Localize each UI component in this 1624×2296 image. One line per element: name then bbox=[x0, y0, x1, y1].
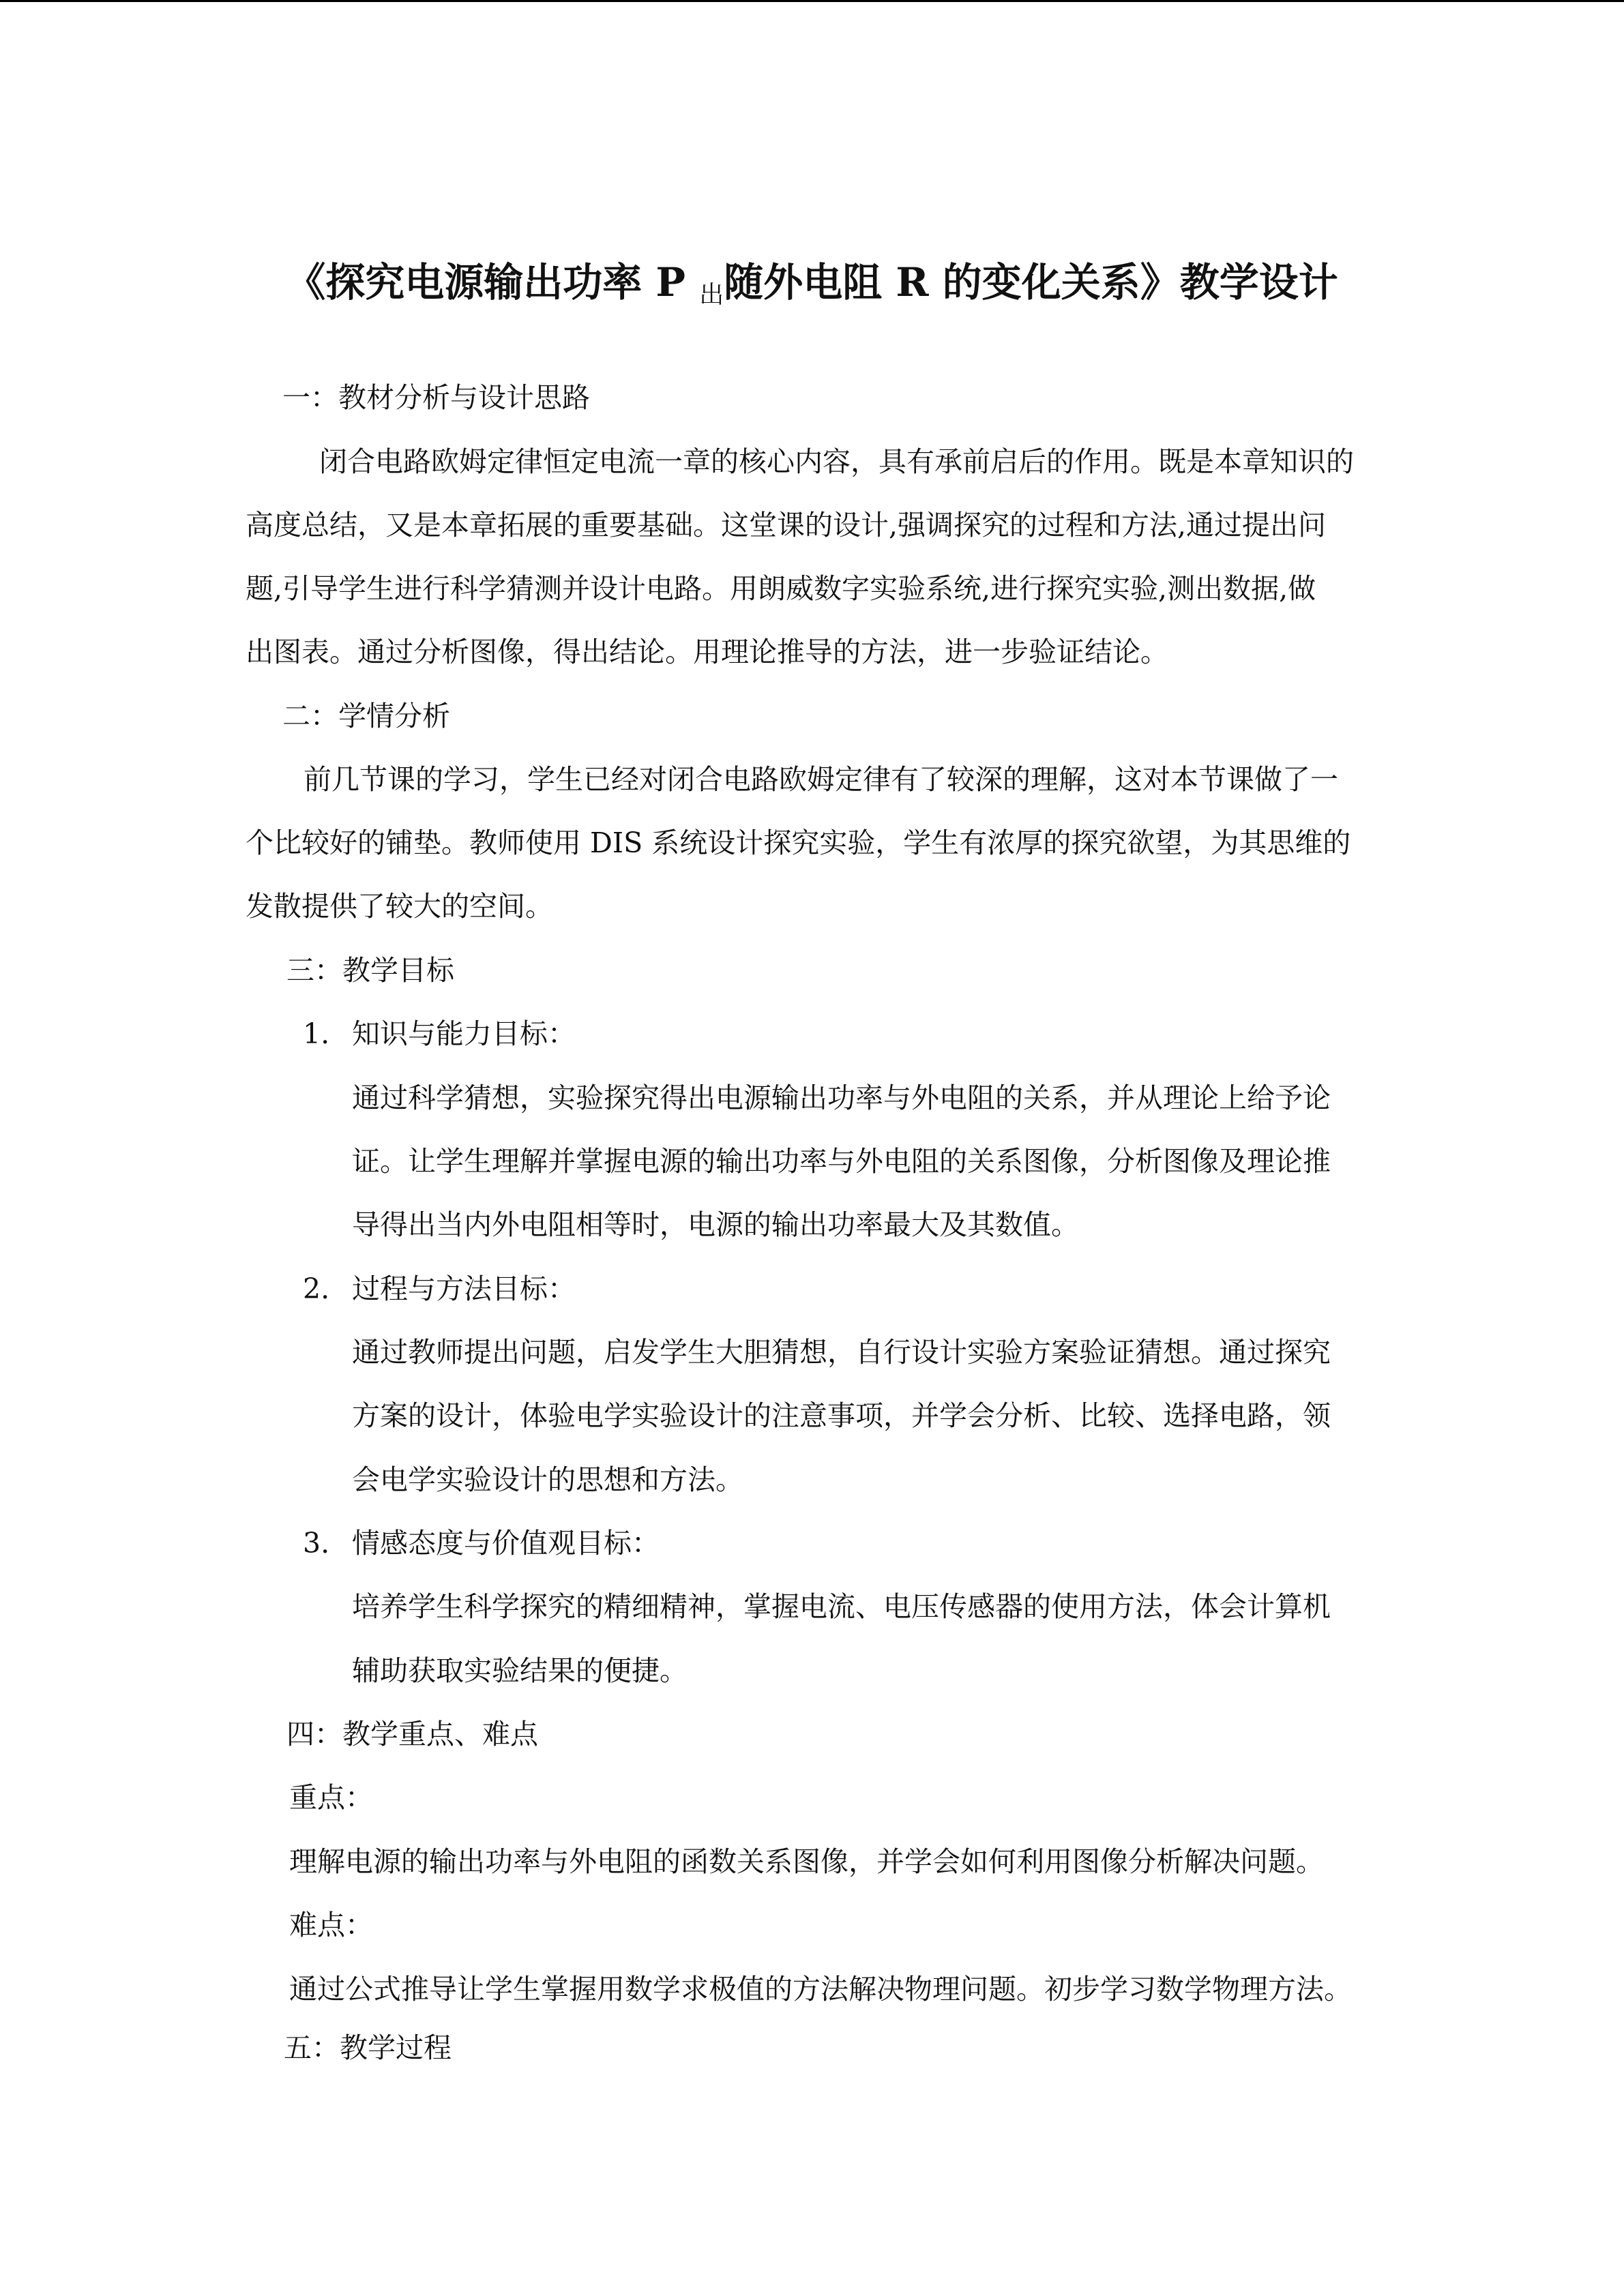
key-point-text: 理解电源的输出功率与外电阻的函数关系图像，并学会如何利用图像分析解决问题。 bbox=[289, 1845, 1324, 1878]
objective-2-line-1: 通过教师提出问题，启发学生大胆猜想，自行设计实验方案验证猜想。通过探究 bbox=[352, 1336, 1331, 1369]
objective-1-line-2: 证。让学生理解并掌握电源的输出功率与外电阻的关系图像，分析图像及理论推 bbox=[352, 1145, 1331, 1178]
objective-3-line-2: 辅助获取实验结果的便捷。 bbox=[352, 1654, 688, 1687]
objective-1-number: 1. bbox=[303, 1017, 330, 1050]
objective-1-line-1: 通过科学猜想，实验探究得出电源输出功率与外电阻的关系，并从理论上给予论 bbox=[352, 1082, 1331, 1114]
section3-heading: 三：教学目标 bbox=[286, 954, 454, 987]
objective-3-label: 情感态度与价值观目标： bbox=[352, 1527, 660, 1560]
page-top-border bbox=[0, 0, 1624, 2]
objective-1-label: 知识与能力目标： bbox=[352, 1017, 576, 1050]
title-part2: 随外电阻 R 的变化关系》教学设计 bbox=[724, 259, 1338, 305]
section1-line-3: 题,引导学生进行科学猜测并设计电路。用朗威数字实验系统,进行探究实验,测出数据,做 bbox=[246, 572, 1316, 605]
objective-1-line-3: 导得出当内外电阻相等时，电源的输出功率最大及其数值。 bbox=[352, 1208, 1079, 1241]
section1-line-2: 高度总结，又是本章拓展的重要基础。这堂课的设计,强调探究的过程和方法,通过提出问 bbox=[246, 509, 1327, 541]
section2-line-2: 个比较好的铺垫。教师使用 DIS 系统设计探究实验，学生有浓厚的探究欲望，为其思维的 bbox=[246, 826, 1351, 859]
objective-3-line-1: 培养学生科学探究的精细精神，掌握电流、电压传感器的使用方法，体会计算机 bbox=[352, 1590, 1331, 1623]
section5-heading: 五：教学过程 bbox=[284, 2031, 452, 2064]
section2-heading: 二：学情分析 bbox=[282, 700, 450, 732]
difficulty-text: 通过公式推导让学生掌握用数学求极值的方法解决物理问题。初步学习数学物理方法。 bbox=[289, 1973, 1352, 2006]
objective-2-label: 过程与方法目标： bbox=[352, 1272, 576, 1305]
objective-2-line-3: 会电学实验设计的思想和方法。 bbox=[352, 1463, 743, 1496]
key-point-label: 重点： bbox=[289, 1781, 373, 1814]
section1-line-4: 出图表。通过分析图像，得出结论。用理论推导的方法，进一步验证结论。 bbox=[246, 636, 1168, 668]
objective-2-line-2: 方案的设计，体验电学实验设计的注意事项，并学会分析、比较、选择电路，领 bbox=[352, 1399, 1331, 1432]
objective-2-number: 2. bbox=[303, 1272, 330, 1305]
section2-line-1: 前几节课的学习，学生已经对闭合电路欧姆定律有了较深的理解，这对本节课做了一 bbox=[304, 763, 1338, 796]
section4-heading: 四：教学重点、难点 bbox=[286, 1718, 538, 1750]
section1-line-1: 闭合电路欧姆定律恒定电流一章的核心内容，具有承前启后的作用。既是本章知识的 bbox=[319, 445, 1354, 478]
section2-line-3: 发散提供了较大的空间。 bbox=[246, 890, 553, 923]
section1-heading: 一：教材分析与设计思路 bbox=[282, 381, 590, 414]
document-title bbox=[0, 259, 1624, 310]
title-subscript: 出 bbox=[699, 281, 724, 309]
difficulty-label: 难点： bbox=[289, 1909, 373, 1941]
objective-3-number: 3. bbox=[303, 1527, 330, 1560]
title-part1: 《探究电源输出功率 P bbox=[286, 259, 700, 305]
